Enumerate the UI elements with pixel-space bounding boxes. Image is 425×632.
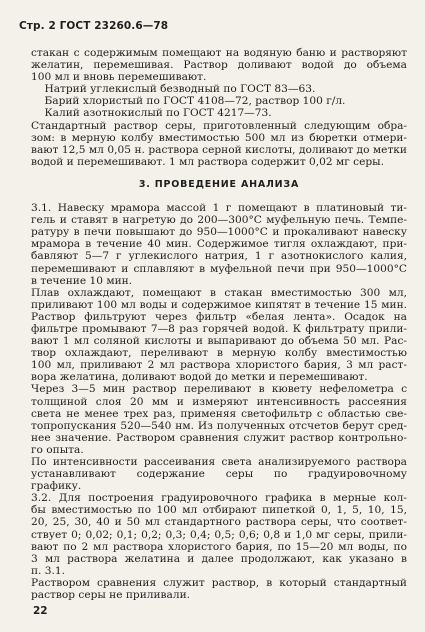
text-line: Плав охлаждают, помещают в стакан вместимостью 300 мл, xyxy=(31,286,407,299)
text-line: водой и перемешивают. 1 мл раствора содержит 0,02 мг серы. xyxy=(31,155,384,168)
spacer xyxy=(31,168,407,179)
text-line: гель и ставят в нагретую до 200—300°С муфельную печь. Темпе- xyxy=(31,214,407,227)
page-number: 22 xyxy=(33,605,48,617)
text-line: графику. xyxy=(31,480,82,493)
text-line: раствор серы не приливали. xyxy=(31,589,190,602)
text-line: Через 3—5 мин раствор переливают в кювету нефелометра с xyxy=(31,383,407,396)
text-line: Раствор фильтруют через фильтр «белая лента». Осадок на xyxy=(31,310,407,323)
section-heading: 3. ПРОВЕДЕНИЕ АНАЛИЗА xyxy=(138,178,300,190)
body-text xyxy=(31,47,407,601)
text-line: в течение 10 мин. xyxy=(31,274,133,287)
text-line: бавляют 5—7 г углекислого натрия, 1 г азотнокислого калия, xyxy=(31,250,407,263)
text-line: Барий хлористый по ГОСТ 4108—72, раствор 100 г/л. xyxy=(31,95,346,108)
text-line: вают 1 мл соляной кислоты и выпаривают до объема 50 мл. Рас- xyxy=(31,335,407,348)
text-line: 3.1. Навеску мрамора массой 1 г помещают в платиновый ти- xyxy=(31,202,407,215)
text-line: нее значение. Раствором сравнения служит раствор контрольно- xyxy=(31,431,407,444)
text-line: Натрий углекислый безводный по ГОСТ 83—63. xyxy=(31,83,316,96)
text-line: Калий азотнокислый по ГОСТ 4217—73. xyxy=(31,107,272,120)
text-line: света не менее трех раз, применяя светофильтр с областью све- xyxy=(31,407,407,420)
text-line: устанавливают содержание серы по градуировочному xyxy=(31,468,407,481)
spacer xyxy=(31,191,407,202)
text-line: толщиной слоя 20 мм и измеряют интенсивность рассеяния xyxy=(31,395,407,408)
text-line: Стандартный раствор серы, приготовленный следующим обра- xyxy=(31,119,407,132)
text-line: желатин, перемешивая. Раствор доливают водой до объема xyxy=(31,59,407,72)
text-line: п. 3.1. xyxy=(31,564,66,577)
text-line: топропускания 520—540 нм. Из полученных отсчетов берут сред- xyxy=(31,419,407,432)
text-line: 100 мл, приливают 2 мл раствора хлористого бария, 3 мл раст- xyxy=(31,359,407,372)
text-line: фильтре промывают 7—8 раз горячей водой. К фильтрату прили- xyxy=(31,322,407,335)
text-line: зом: в мерную колбу вместимостью 500 мл из бюретки отмери- xyxy=(31,131,407,144)
text-line: 100 мл и вновь перемешивают. xyxy=(31,71,207,84)
text-line: приливают 100 мл воды и содержимое кипятят в течение 15 мин. xyxy=(31,298,407,311)
text-line: Раствором сравнения служит раствор, в который стандартный xyxy=(31,576,407,589)
text-line: мрамора в течение 40 мин. Содержимое тигля охлаждают, при- xyxy=(31,238,407,251)
text-line: перемешивают и сплавляют в муфельной печи при 950—1000°С xyxy=(31,262,407,275)
text-line: бы вместимостью по 100 мл отбирают пипеткой 0, 1, 5, 10, 15, xyxy=(31,504,407,517)
text-line: 20, 25, 30, 40 и 50 мл стандартного раствора серы, что соответ- xyxy=(31,516,407,529)
text-line: ствует 0; 0,02; 0,1; 0,2; 0,3; 0,4; 0,5; 0,6; 0,8 и 1,0 мг серы, прили- xyxy=(31,528,407,541)
text-line: ратуру в печи повышают до 950—1000°С и прокаливают навеску xyxy=(31,226,407,239)
text-line: 3.2. Для построения градуировочного графика в мерные кол- xyxy=(31,492,407,505)
text-line: стакан с содержимым помещают на водяную баню и растворяют xyxy=(31,47,407,59)
text-line: го опыта. xyxy=(31,443,84,456)
text-line: твор охлаждают, переливают в мерную колбу вместимостью xyxy=(31,347,407,360)
text-line: вают 12,5 мл 0,05 н. раствора серной кислоты, доливают до метки xyxy=(31,143,407,156)
text-line: 3 мл раствора желатина и далее продолжают, как указано в xyxy=(31,552,407,565)
running-header: Стр. 2 ГОСТ 23260.6—78 xyxy=(19,20,169,32)
text-line: вора желатина, доливают водой до метки и перемешивают. xyxy=(31,371,368,384)
text-line: вают по 2 мл раствора хлористого бария, по 15—20 мл воды, по xyxy=(31,540,407,553)
text-line: По интенсивности рассеивания света анализируемого раствора xyxy=(31,456,407,468)
